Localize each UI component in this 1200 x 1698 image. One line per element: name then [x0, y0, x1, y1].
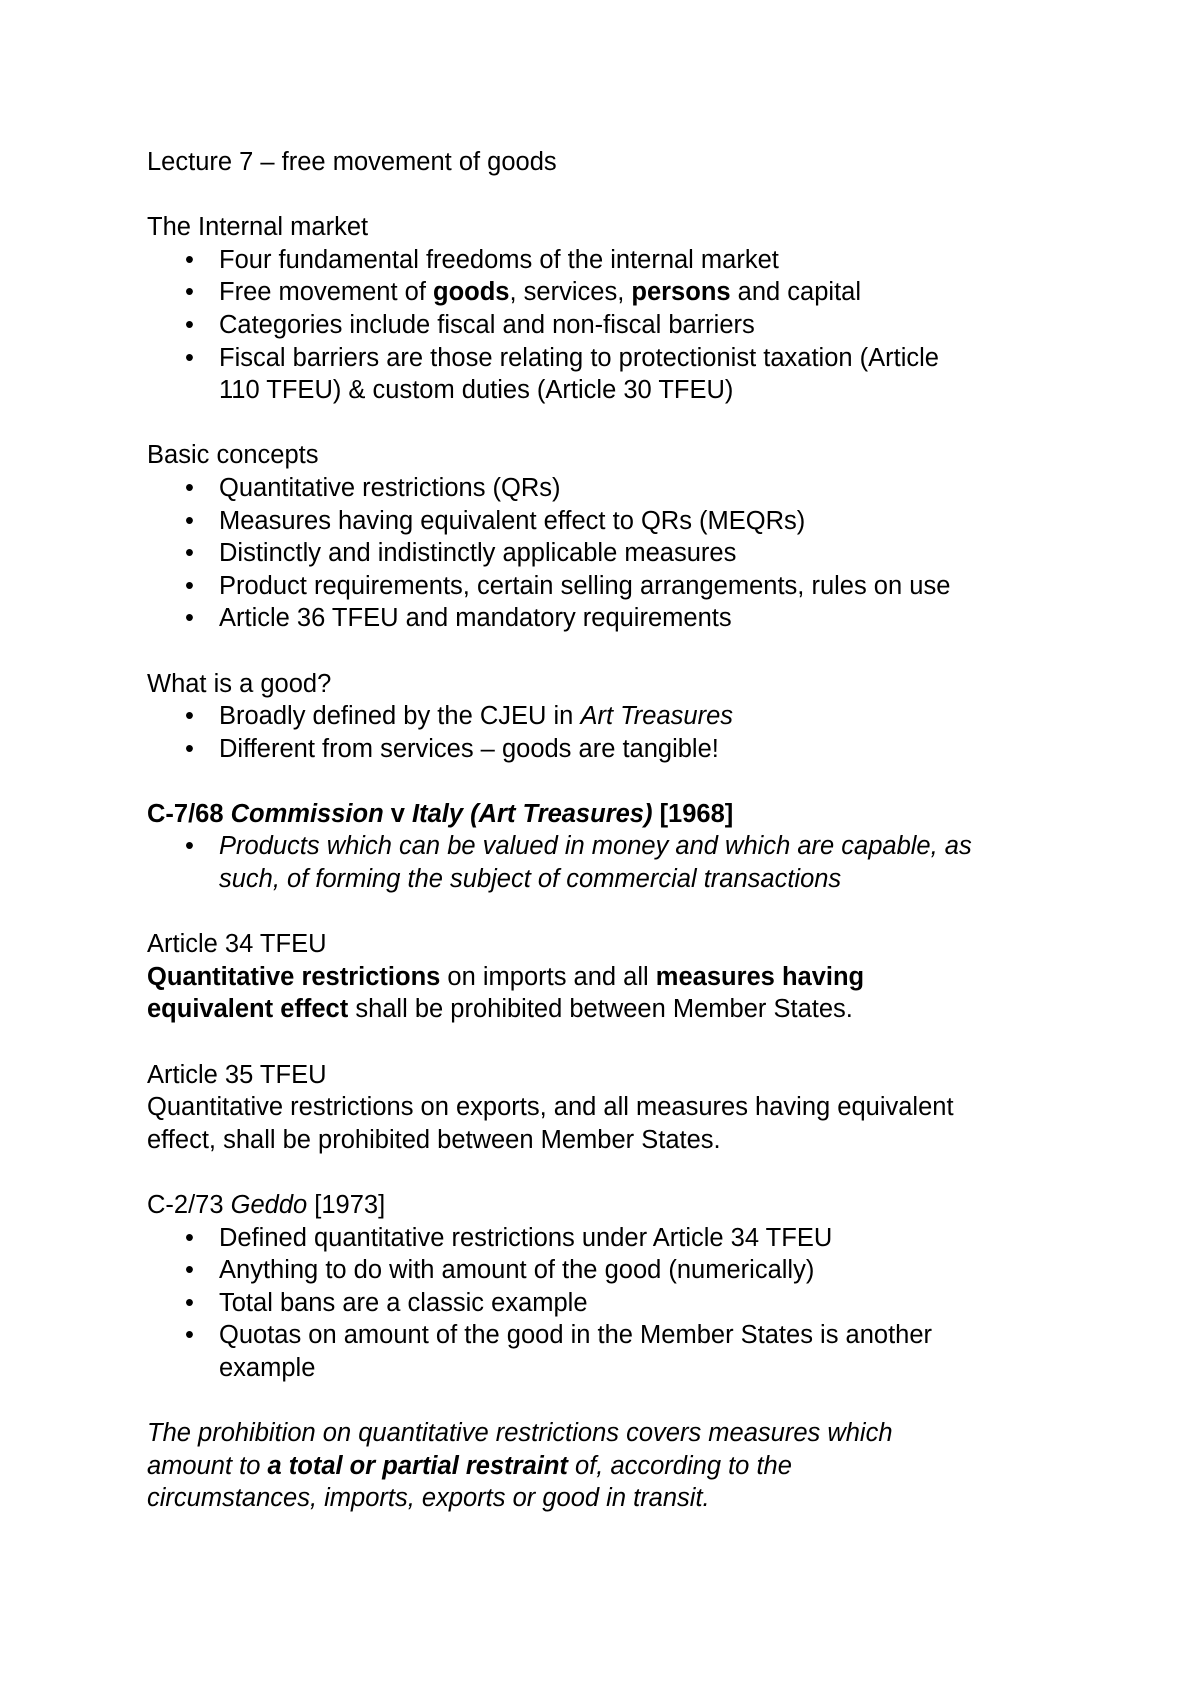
list-item: • Broadly defined by the CJEU in Art Treasures [147, 700, 1100, 733]
case-heading: C-7/68 Commission v Italy (Art Treasures) [1968] [147, 799, 734, 828]
list-item: • Products which can be valued in money and which are capable, as such, of forming the subject of commercial transactions [147, 830, 1100, 895]
list-item: • Four fundamental freedoms of the internal market [147, 244, 1100, 277]
section-art-treasures-case [147, 798, 1100, 896]
list-item: • Categories include fiscal and non-fiscal barriers [147, 309, 1100, 342]
list-item: • Free movement of goods, services, persons and capital [147, 276, 1100, 309]
section-heading: What is a good? [147, 669, 332, 698]
lecture-title: Lecture 7 – free movement of goods [147, 148, 557, 176]
list-item: • Fiscal barriers are those relating to protectionist taxation (Article 110 TFEU) & custom duties (Article 30 TFEU) [147, 342, 1100, 407]
bullet-list [147, 1222, 1100, 1385]
bullet-list [147, 244, 1100, 407]
list-item: • Different from services – goods are tangible! [147, 733, 1100, 766]
section-internal-market [147, 211, 1100, 407]
bullet-list [147, 700, 1100, 765]
bullet-list [147, 830, 1100, 895]
case-heading: C-2/73 Geddo [1973] [147, 1191, 386, 1219]
list-item: • Quantitative restrictions (QRs) [147, 472, 1100, 505]
closing-line: amount to a total or partial restraint of, according to the [147, 1451, 792, 1480]
closing-statement [147, 1417, 1100, 1515]
section-heading: Basic concepts [147, 441, 319, 470]
list-item: • Defined quantitative restrictions under Article 34 TFEU [147, 1222, 1100, 1255]
list-item: • Distinctly and indistinctly applicable measures [147, 537, 1100, 570]
list-item: • Quotas on amount of the good in the Member States is another example [147, 1319, 1100, 1384]
bullet-list [147, 472, 1100, 635]
section-heading: Article 35 TFEU [147, 1060, 327, 1089]
list-item: • Article 36 TFEU and mandatory requirements [147, 602, 1100, 635]
article-text: Quantitative restrictions on imports and all measures having [147, 962, 865, 991]
article-text: Quantitative restrictions on exports, and all measures having equivalent [147, 1093, 954, 1122]
section-geddo-case [147, 1189, 1100, 1385]
list-item: • Anything to do with amount of the good (numerically) [147, 1254, 1100, 1287]
list-item: • Measures having equivalent effect to QRs (MEQRs) [147, 505, 1100, 538]
section-article-35 [147, 1059, 1100, 1157]
section-what-is-a-good [147, 668, 1100, 766]
section-heading: The Internal market [147, 213, 369, 242]
list-item: • Total bans are a classic example [147, 1287, 1100, 1320]
section-basic-concepts [147, 439, 1100, 635]
list-item: • Product requirements, certain selling arrangements, rules on use [147, 570, 1100, 603]
closing-line: circumstances, imports, exports or good in transit. [147, 1484, 710, 1513]
section-heading: Article 34 TFEU [147, 930, 327, 959]
article-text: effect, shall be prohibited between Member States. [147, 1125, 721, 1154]
section-article-34 [147, 928, 1100, 1026]
article-text: equivalent effect shall be prohibited between Member States. [147, 995, 853, 1024]
closing-line: The prohibition on quantitative restrictions covers measures which [147, 1419, 893, 1448]
